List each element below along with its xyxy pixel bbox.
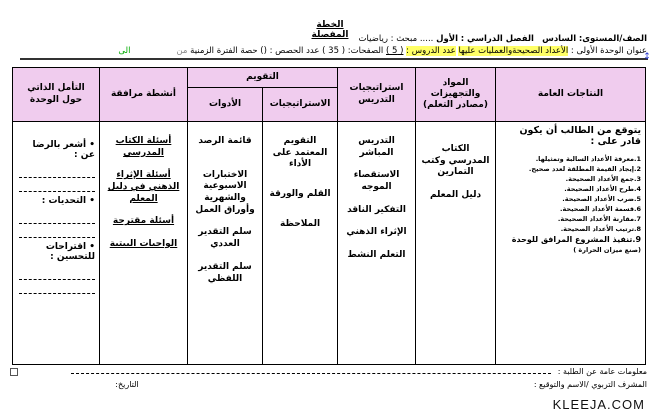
list-item: الاستقصاء الموجه <box>353 170 400 193</box>
dotted-line <box>19 182 95 192</box>
bullet-icon: • <box>89 196 95 206</box>
watermark: KLEEJA.COM <box>552 397 645 412</box>
header-materials: المواد والتجهيزات (مصادر التعلم) <box>416 68 496 122</box>
list-item: 1.معرفة الأعداد السالبة وتمثيلها. <box>535 155 642 163</box>
footer-general-info <box>71 367 647 376</box>
header-eval-strategies: الاستراتيجيات <box>263 88 338 122</box>
supervisor-label: المشرف التربوي /الاسم والتوقيع : <box>533 380 647 389</box>
eval-strategies-cell <box>263 122 338 365</box>
bullet-icon: • <box>89 242 95 252</box>
reflection-challenges: التحديات : <box>41 196 87 206</box>
list-item: الملاحظة <box>279 218 321 229</box>
header-outcomes: النتاجات العامة <box>496 68 646 122</box>
list-item: دليل المعلم <box>429 190 482 201</box>
list-item: 8.ترتيب الأعداد الصحيحة. <box>560 225 642 233</box>
outcomes-list <box>500 155 641 254</box>
materials-cell <box>416 122 496 365</box>
pages-close: ) <box>322 46 326 56</box>
header-dots: ..... <box>419 34 434 44</box>
to-label: الى <box>118 46 131 56</box>
list-item: سلم التقدير العددي <box>198 227 252 250</box>
pages-value: 35 <box>328 46 339 56</box>
periods-label: عدد الحصص : () حصة <box>240 46 320 56</box>
dotted-line <box>19 168 95 178</box>
dotted-line <box>19 270 95 280</box>
list-item: الإثراء الذهني <box>346 227 407 238</box>
list-item: 4.طرح الأعداد الصحيحة. <box>564 185 642 193</box>
lessons-value: ( 5 ) <box>385 46 404 56</box>
pages-label: الصفحات: ( <box>341 46 384 56</box>
page-title: الخطة المفصلة <box>311 20 349 40</box>
list-item: التعلم النشط <box>347 250 406 261</box>
header-eval-tools: الأدوات <box>188 88 263 122</box>
header-line-grade <box>358 34 647 44</box>
list-item: القلم والورقة <box>269 189 331 200</box>
list-item: الاختبارات الاسبوعية والشهرية وأوراق العمل <box>195 169 255 215</box>
lessons-label: عدد الدروس : <box>406 46 456 56</box>
unit-value: الأعداد الصحيحةوالعمليات عليها <box>458 46 569 56</box>
header-divider <box>20 58 648 60</box>
list-item: 6.قسمة الأعداد الصحيحة. <box>559 205 642 213</box>
outcomes-cell <box>496 122 646 365</box>
reflection-satisfied: أشعر بالرضا عن : <box>32 140 95 160</box>
grade-label: الصف/المستوى: <box>578 34 647 44</box>
period-time-label: الفترة الزمنية <box>190 46 238 56</box>
general-info-label: معلومات عامة عن الطلبة : <box>557 367 647 376</box>
reflection-cell <box>13 122 100 365</box>
dotted-line <box>19 228 95 238</box>
eval-tools-cell <box>188 122 263 365</box>
list-item: التفكير الناقد <box>347 204 406 215</box>
date-label: التاريخ: <box>115 380 139 389</box>
list-item: 5.ضرب الأعداد الصحيحة. <box>562 195 642 203</box>
from-label: من <box>176 46 188 56</box>
header-reflection: التأمل الذاتي حول الوحدة <box>13 68 100 122</box>
unit-label: عنوان الوحدة الأولى : <box>570 46 647 56</box>
list-item: (صنع ميزان الحرارة ) <box>573 246 642 254</box>
list-item <box>17 242 95 262</box>
list-item: 2.إيجاد القيمة المطلقة لعدد صحيح. <box>528 165 642 173</box>
list-item: قائمة الرصد <box>198 136 252 146</box>
list-item: أسئلة مقترحة <box>112 216 175 227</box>
dotted-line <box>19 284 95 294</box>
plan-table <box>12 67 646 365</box>
dotted-line <box>19 214 95 224</box>
list-item <box>17 196 95 206</box>
activities-cell <box>100 122 188 365</box>
list-item: سلم التقدير اللفظي <box>198 261 252 284</box>
footer-signature <box>115 380 647 389</box>
semester-label: الفصل الدراسي : <box>460 34 534 44</box>
subject-value: رياضيات <box>358 34 388 44</box>
scroll-arrow-icon[interactable]: ↕ <box>643 52 651 62</box>
list-item: 3.جمع الأعداد الصحيحة. <box>565 175 642 183</box>
header-evaluation: التقويم <box>188 68 338 88</box>
checkbox-icon <box>10 368 18 376</box>
reflection-suggestions: اقتراحات للتحسين : <box>45 242 95 262</box>
bullet-icon: • <box>89 140 95 150</box>
list-item: الكتاب المدرسي وكتب التمارين <box>421 144 490 178</box>
list-item: أسئلة الإثراء الذهني في دليل المعلم <box>107 170 180 204</box>
list-item: الواجبات البيتية <box>109 239 178 250</box>
strategies-cell <box>338 122 416 365</box>
dotted-line <box>71 373 551 374</box>
list-item: 9.تنفيذ المشروع المرافق للوحدة <box>511 235 642 244</box>
subject-label: مبحث : <box>390 34 418 44</box>
list-item: التقويم المعتمد على الأداء <box>272 136 328 170</box>
list-item: أسئلة الكتاب المدرسي <box>115 136 172 158</box>
grade-value: السادس <box>542 34 577 44</box>
list-item: التدريس المباشر <box>358 136 395 158</box>
outcomes-intro: يتوقع من الطالب أن يكون قادر على : <box>519 125 642 147</box>
list-item: 7.مقارنة الأعداد الصحيحة. <box>557 215 642 223</box>
header-line-unit <box>118 46 647 56</box>
semester-value: الأول <box>436 34 458 44</box>
header-activities: أنشطة مرافقة <box>100 68 188 122</box>
header-strategies: استراتيجيات التدريس <box>338 68 416 122</box>
list-item <box>17 140 95 160</box>
